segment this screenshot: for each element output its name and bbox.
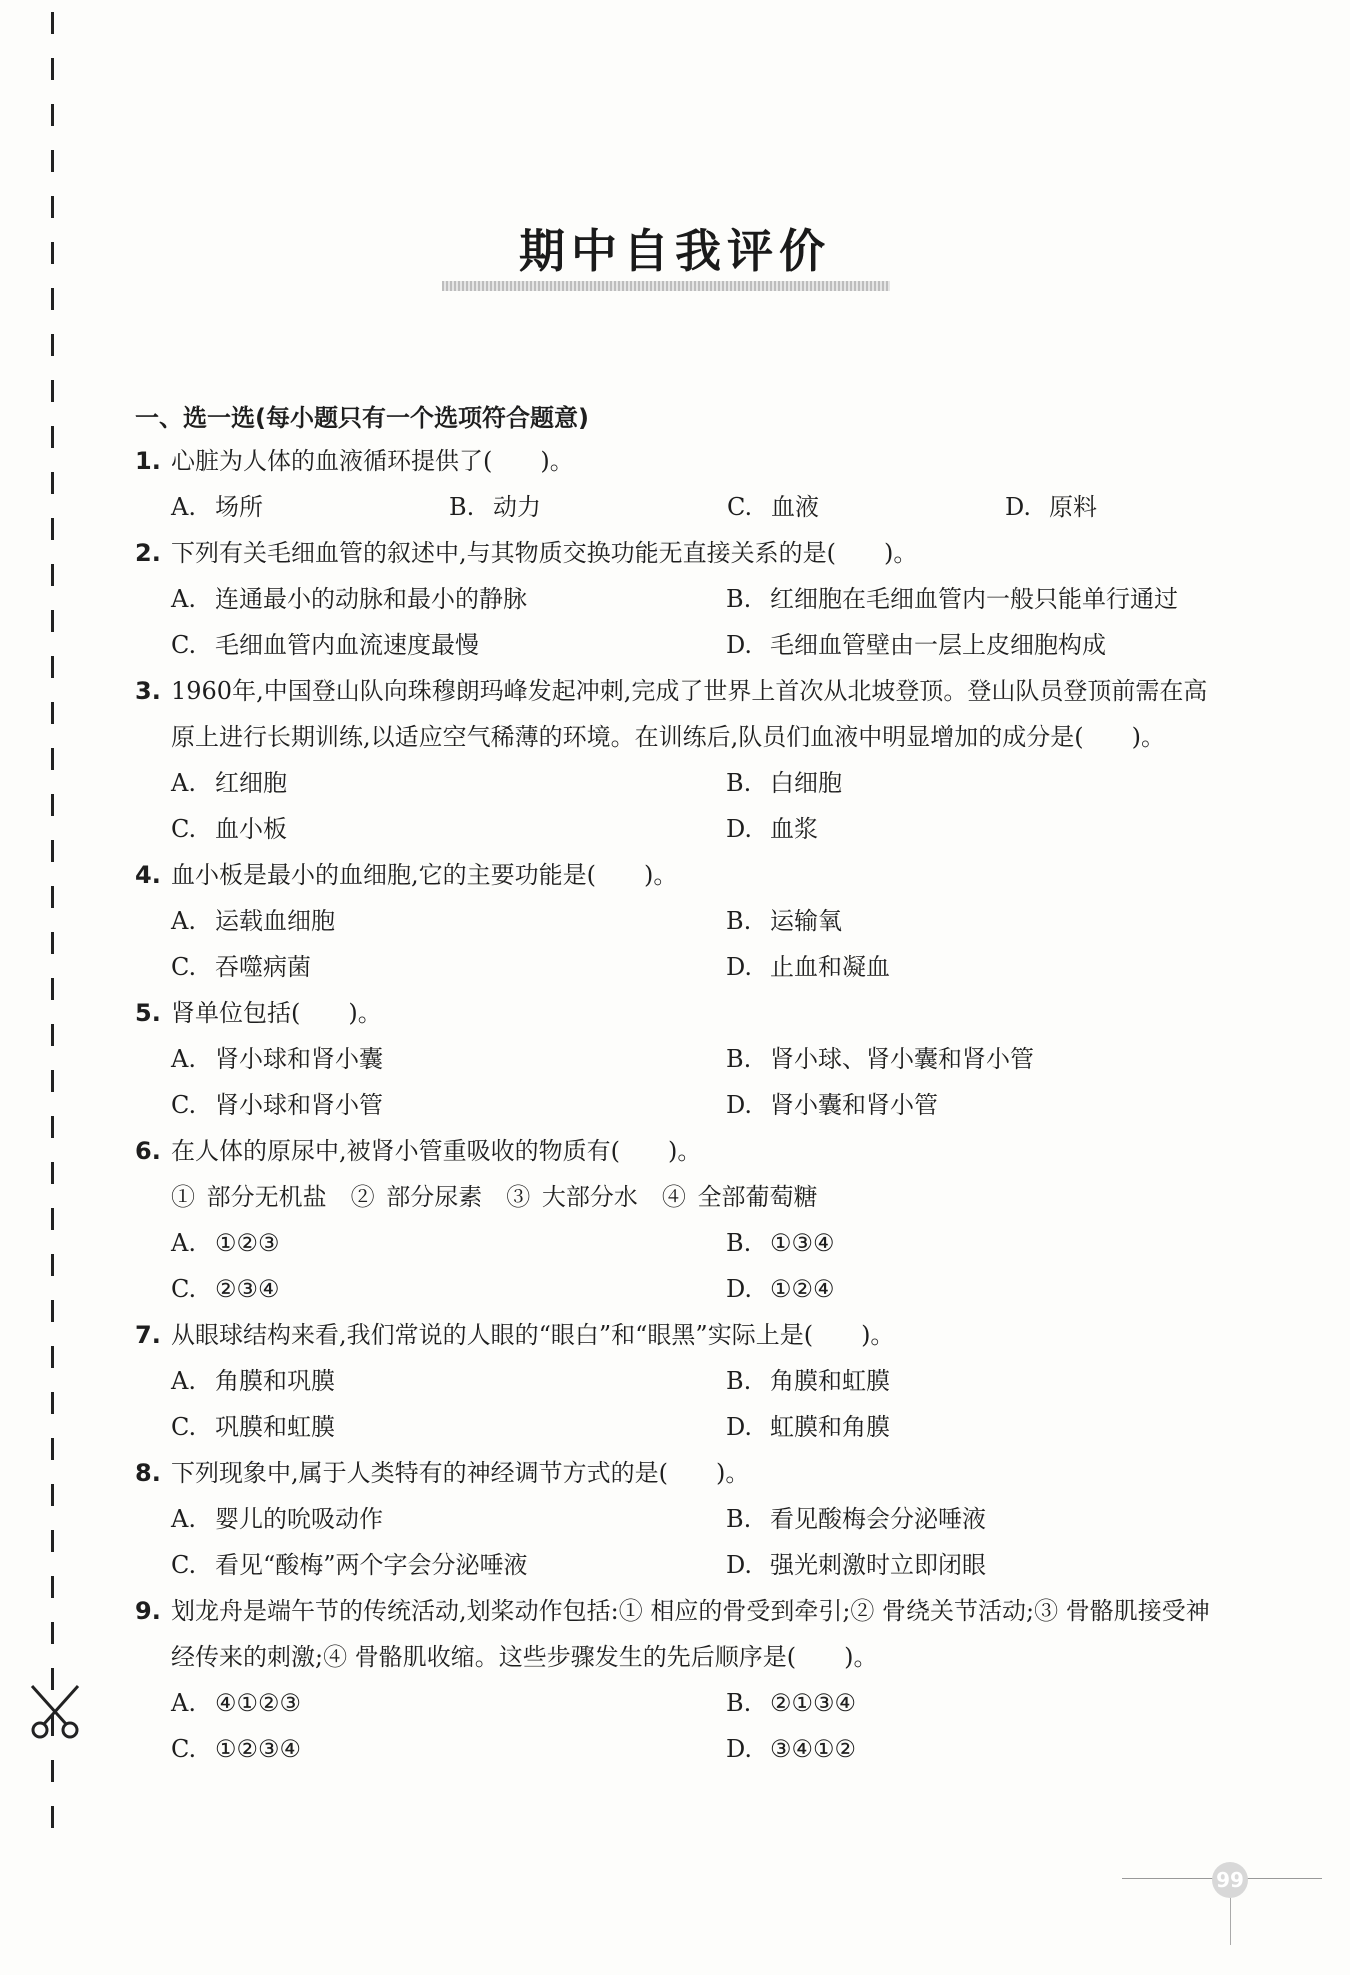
option-letter: D. xyxy=(1005,493,1032,521)
option-list xyxy=(135,1036,1215,1128)
question-item: ① 部分无机盐 xyxy=(171,1183,327,1211)
option-a xyxy=(171,1358,726,1404)
option-letter: C. xyxy=(171,1413,197,1441)
question-text: 下列有关毛细血管的叙述中,与其物质交换功能无直接关系的是( )。 xyxy=(171,539,918,567)
option-letter: D. xyxy=(726,1413,753,1441)
option-c xyxy=(171,806,726,852)
option-letter: D. xyxy=(726,1091,753,1119)
option-letter: A. xyxy=(171,1229,196,1257)
option-text: 红细胞 xyxy=(215,769,287,797)
option-b xyxy=(726,760,1281,806)
option-letter: C. xyxy=(171,953,197,981)
option-text: 肾小球、肾小囊和肾小管 xyxy=(770,1045,1034,1073)
option-text: 肾小球和肾小囊 xyxy=(215,1045,383,1073)
question-text: 心脏为人体的血液循环提供了( )。 xyxy=(171,447,574,475)
question-3 xyxy=(135,668,1215,852)
option-b xyxy=(726,576,1281,622)
option-d xyxy=(726,1542,1281,1588)
option-letter: A. xyxy=(171,1505,196,1533)
question-text: 肾单位包括( )。 xyxy=(171,999,382,1027)
option-letter: B. xyxy=(449,493,475,521)
option-text: 肾小球和肾小管 xyxy=(215,1091,383,1119)
question-5 xyxy=(135,990,1215,1128)
question-items xyxy=(135,1174,1215,1220)
question-2 xyxy=(135,530,1215,668)
option-text: 场所 xyxy=(215,493,263,521)
question-number: 9. xyxy=(135,1597,161,1625)
question-item: ③ 大部分水 xyxy=(506,1183,638,1211)
option-a xyxy=(171,760,726,806)
question-9 xyxy=(135,1588,1215,1772)
question-6 xyxy=(135,1128,1215,1312)
question-item: ② 部分尿素 xyxy=(350,1183,483,1211)
option-text: 连通最小的动脉和最小的静脉 xyxy=(215,585,527,613)
question-item: ④ 全部葡萄糖 xyxy=(661,1183,818,1211)
option-d xyxy=(726,622,1281,668)
option-letter: A. xyxy=(171,1045,196,1073)
option-letter: D. xyxy=(726,1735,753,1763)
option-text: 红细胞在毛细血管内一般只能单行通过 xyxy=(770,585,1178,613)
option-c xyxy=(171,1726,726,1772)
page-number: 99 xyxy=(1212,1862,1248,1898)
option-text: 吞噬病菌 xyxy=(215,953,311,981)
option-letter: D. xyxy=(726,631,753,659)
question-stem xyxy=(135,1450,1215,1496)
option-list xyxy=(135,1220,1215,1312)
question-number: 5. xyxy=(135,999,161,1027)
option-a xyxy=(171,898,726,944)
question-7 xyxy=(135,1312,1215,1450)
question-stem xyxy=(135,1312,1215,1358)
option-letter: B. xyxy=(726,1229,752,1257)
option-letter: A. xyxy=(171,1367,196,1395)
option-text: ①②④ xyxy=(770,1275,835,1303)
option-c xyxy=(171,622,726,668)
question-number: 3. xyxy=(135,677,161,705)
option-text: 白细胞 xyxy=(770,769,842,797)
question-stem xyxy=(135,668,1215,760)
question-stem xyxy=(135,1588,1215,1680)
section-heading: 一、选一选(每小题只有一个选项符合题意) xyxy=(135,404,589,432)
option-text: 角膜和虹膜 xyxy=(770,1367,890,1395)
option-a xyxy=(171,1496,726,1542)
question-text: 在人体的原尿中,被肾小管重吸收的物质有( )。 xyxy=(171,1137,702,1165)
question-number: 1. xyxy=(135,447,161,475)
scissors-icon xyxy=(26,1680,84,1740)
question-text: 下列现象中,属于人类特有的神经调节方式的是( )。 xyxy=(171,1459,750,1487)
question-stem xyxy=(135,438,1215,484)
option-a xyxy=(171,484,449,530)
option-letter: A. xyxy=(171,1689,196,1717)
question-number: 8. xyxy=(135,1459,161,1487)
option-d xyxy=(726,1726,1281,1772)
option-d xyxy=(726,806,1281,852)
question-number: 2. xyxy=(135,539,161,567)
option-b xyxy=(726,1036,1281,1082)
option-letter: A. xyxy=(171,493,196,521)
option-letter: C. xyxy=(171,1735,197,1763)
option-b xyxy=(726,1220,1281,1266)
option-letter: C. xyxy=(171,1091,197,1119)
option-text: 巩膜和虹膜 xyxy=(215,1413,335,1441)
option-letter: D. xyxy=(726,1551,753,1579)
option-letter: D. xyxy=(726,1275,753,1303)
option-list xyxy=(135,898,1215,990)
question-1 xyxy=(135,438,1215,530)
option-b xyxy=(726,1358,1281,1404)
option-text: 毛细血管内血流速度最慢 xyxy=(215,631,479,659)
option-letter: A. xyxy=(171,907,196,935)
option-text: 运输氧 xyxy=(770,907,842,935)
option-list xyxy=(135,1496,1215,1588)
option-text: 看见酸梅会分泌唾液 xyxy=(770,1505,986,1533)
question-text: 血小板是最小的血细胞,它的主要功能是( )。 xyxy=(171,861,678,889)
option-c xyxy=(727,484,1005,530)
option-list xyxy=(135,760,1215,852)
option-c xyxy=(171,1266,726,1312)
option-letter: B. xyxy=(726,1045,752,1073)
option-text: 角膜和巩膜 xyxy=(215,1367,335,1395)
question-number: 6. xyxy=(135,1137,161,1165)
option-letter: A. xyxy=(171,769,196,797)
option-a xyxy=(171,576,726,622)
option-a xyxy=(171,1680,726,1726)
cut-line xyxy=(50,12,56,1967)
option-text: 看见“酸梅”两个字会分泌唾液 xyxy=(215,1551,528,1579)
option-text: 动力 xyxy=(493,493,541,521)
question-4 xyxy=(135,852,1215,990)
option-letter: C. xyxy=(171,631,197,659)
option-letter: C. xyxy=(171,1551,197,1579)
option-letter: C. xyxy=(171,815,197,843)
option-c xyxy=(171,944,726,990)
option-letter: B. xyxy=(726,1367,752,1395)
option-text: ③④①② xyxy=(770,1735,857,1763)
option-b xyxy=(449,484,727,530)
question-stem xyxy=(135,1128,1215,1174)
option-d xyxy=(726,1404,1281,1450)
option-d xyxy=(1005,484,1283,530)
option-text: 婴儿的吮吸动作 xyxy=(215,1505,383,1533)
option-letter: A. xyxy=(171,585,196,613)
question-list xyxy=(135,438,1215,1772)
option-b xyxy=(726,1496,1281,1542)
question-number: 7. xyxy=(135,1321,161,1349)
option-text: 强光刺激时立即闭眼 xyxy=(770,1551,986,1579)
option-text: ②①③④ xyxy=(770,1689,857,1717)
option-letter: B. xyxy=(726,585,752,613)
option-letter: D. xyxy=(726,815,753,843)
option-c xyxy=(171,1404,726,1450)
option-text: 运载血细胞 xyxy=(215,907,335,935)
option-letter: B. xyxy=(726,1689,752,1717)
option-letter: B. xyxy=(726,1505,752,1533)
option-text: 止血和凝血 xyxy=(770,953,890,981)
option-b xyxy=(726,898,1281,944)
option-text: ①②③ xyxy=(215,1229,280,1257)
option-d xyxy=(726,1266,1281,1312)
option-text: 肾小囊和肾小管 xyxy=(770,1091,938,1119)
option-c xyxy=(171,1542,726,1588)
option-list xyxy=(135,1358,1215,1450)
option-text: 虹膜和角膜 xyxy=(770,1413,890,1441)
option-c xyxy=(171,1082,726,1128)
question-stem xyxy=(135,530,1215,576)
option-letter: C. xyxy=(171,1275,197,1303)
question-text: 划龙舟是端午节的传统活动,划桨动作包括:① 相应的骨受到牵引;② 骨绕关节活动;③ 骨骼肌接受神经传来的刺激;④ 骨骼肌收缩。这些步骤发生的先后顺序是( )。 xyxy=(171,1597,1210,1671)
option-b xyxy=(726,1680,1281,1726)
option-text: 血液 xyxy=(771,493,819,521)
question-8 xyxy=(135,1450,1215,1588)
option-text: 原料 xyxy=(1049,493,1097,521)
question-number: 4. xyxy=(135,861,161,889)
question-stem xyxy=(135,990,1215,1036)
option-letter: C. xyxy=(727,493,753,521)
option-letter: B. xyxy=(726,769,752,797)
question-stem xyxy=(135,852,1215,898)
option-text: ④①②③ xyxy=(215,1689,302,1717)
option-list xyxy=(135,576,1215,668)
option-text: ①③④ xyxy=(770,1229,835,1257)
option-letter: D. xyxy=(726,953,753,981)
option-d xyxy=(726,1082,1281,1128)
question-text: 1960年,中国登山队向珠穆朗玛峰发起冲刺,完成了世界上首次从北坡登顶。登山队员登顶前需在高原上进行长期训练,以适应空气稀薄的环境。在训练后,队员们血液中明显增加的成分是( )。 xyxy=(171,677,1208,751)
option-letter: B. xyxy=(726,907,752,935)
option-a xyxy=(171,1220,726,1266)
option-text: 毛细血管壁由一层上皮细胞构成 xyxy=(770,631,1106,659)
option-list xyxy=(135,1680,1215,1772)
option-list xyxy=(135,484,1215,530)
option-text: ①②③④ xyxy=(215,1735,302,1763)
option-text: ②③④ xyxy=(215,1275,280,1303)
option-text: 血浆 xyxy=(770,815,818,843)
question-text: 从眼球结构来看,我们常说的人眼的“眼白”和“眼黑”实际上是( )。 xyxy=(171,1321,895,1349)
option-text: 血小板 xyxy=(215,815,287,843)
page-title: 期中自我评价 xyxy=(519,224,831,278)
option-a xyxy=(171,1036,726,1082)
title-underline xyxy=(442,281,890,291)
option-d xyxy=(726,944,1281,990)
